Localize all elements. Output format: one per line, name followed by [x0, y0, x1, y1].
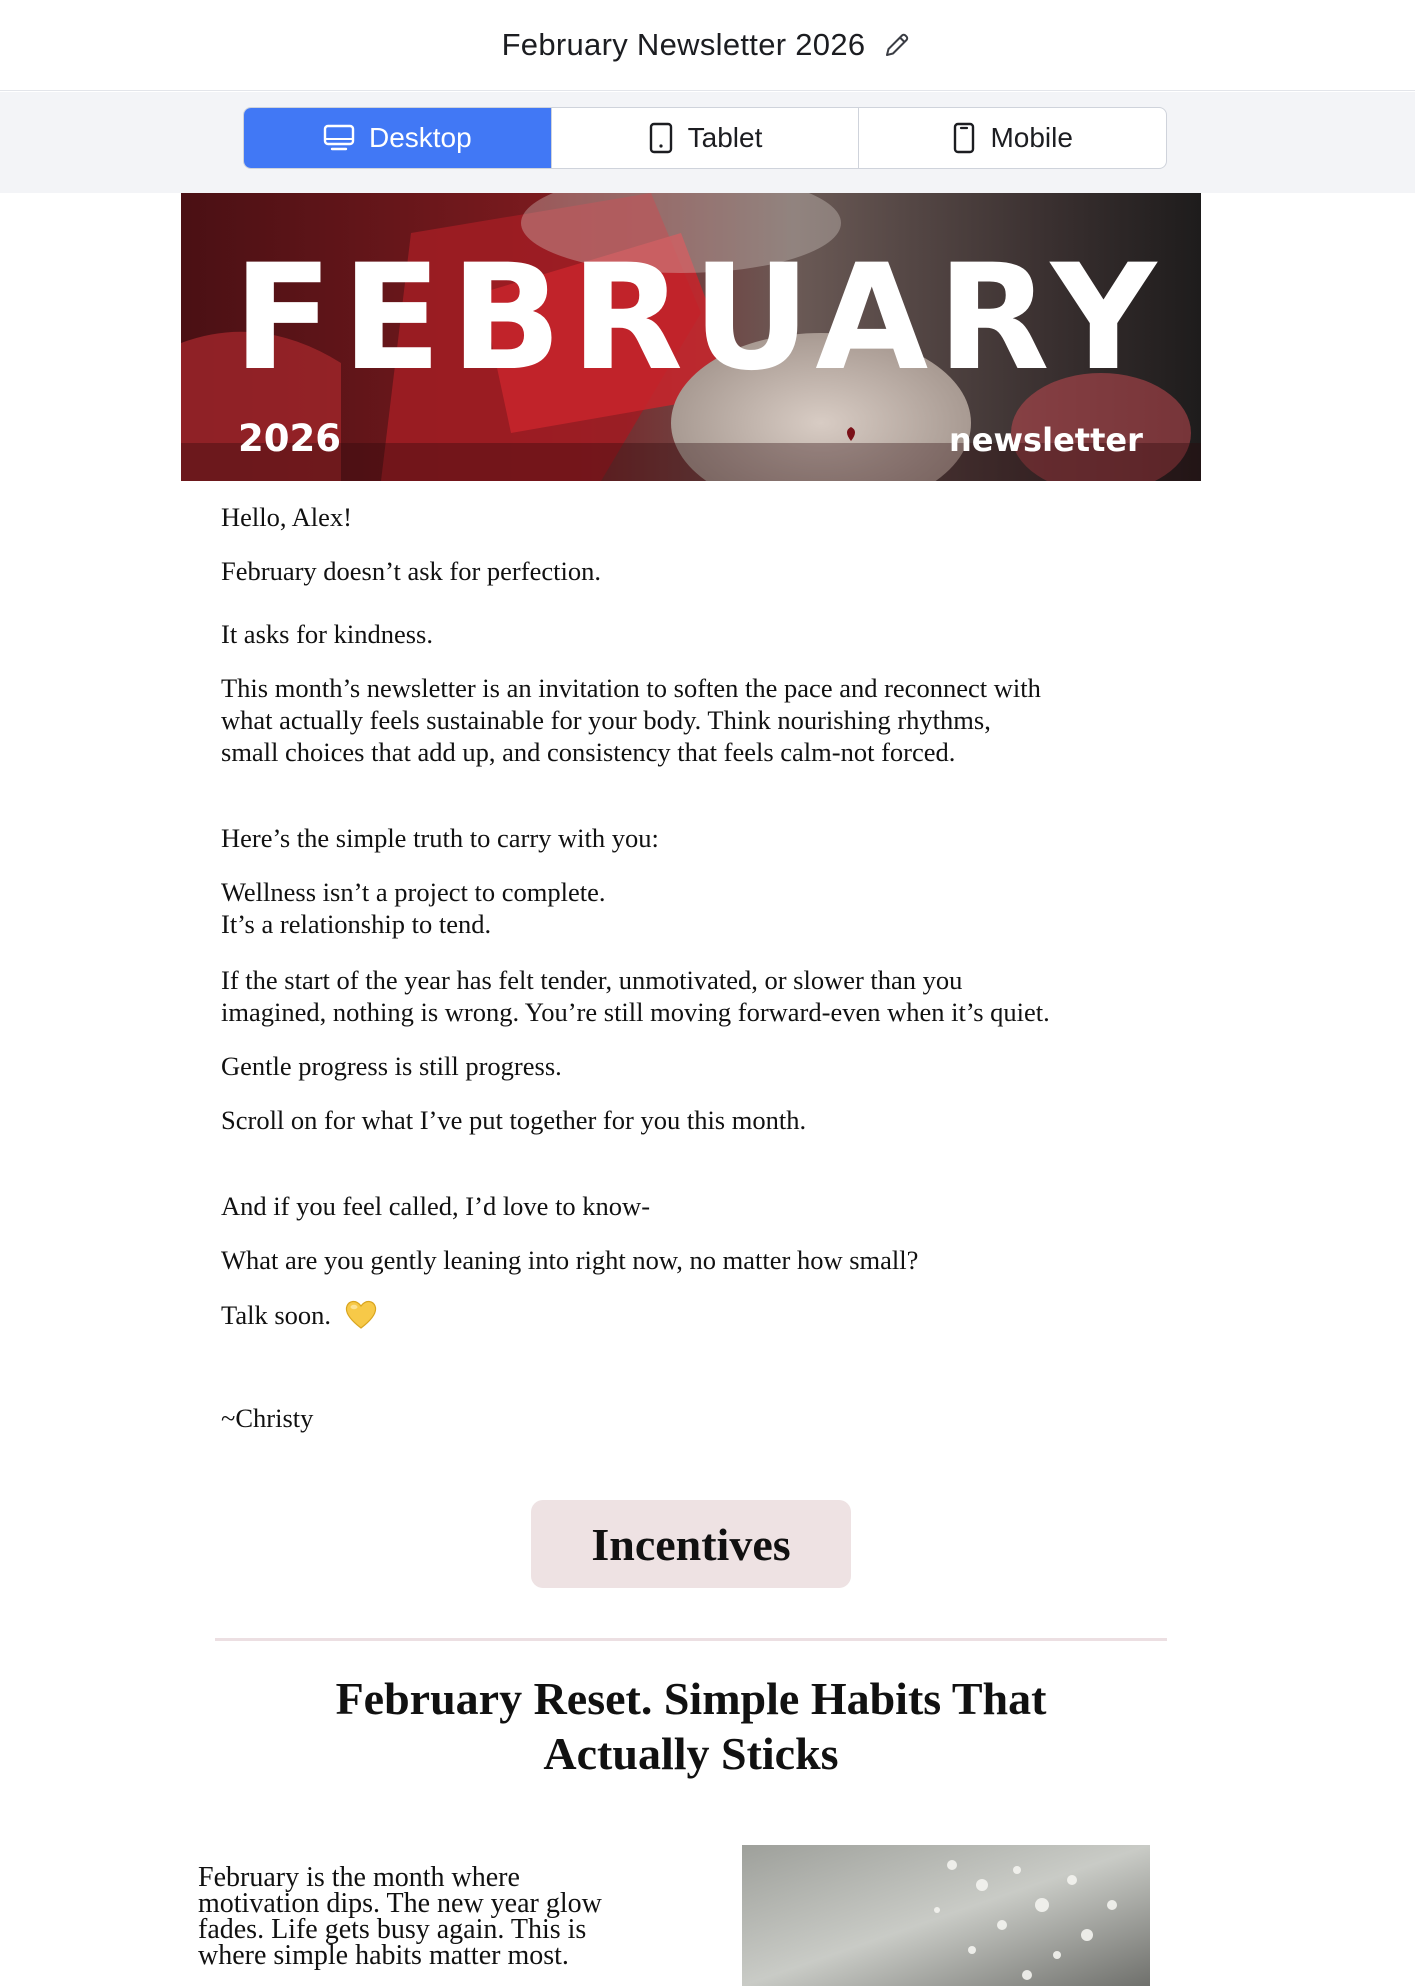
signature: ~Christy — [221, 1403, 314, 1433]
greeting: Hello, Alex! — [221, 502, 352, 532]
paragraph-8: Scroll on for what I’ve put together for you this month. — [221, 1105, 807, 1135]
closing-text: Talk soon. — [221, 1300, 332, 1330]
section-text-line: February is the month where — [198, 1862, 520, 1893]
tablet-label: Tablet — [687, 122, 763, 153]
section-title-line: Actually Sticks — [543, 1728, 839, 1779]
pencil-icon[interactable] — [881, 29, 913, 61]
mobile-icon — [952, 122, 976, 154]
monitor-icon — [323, 124, 355, 152]
paragraph-5 — [221, 876, 605, 940]
paragraph-7: Gentle progress is still progress. — [221, 1051, 562, 1081]
paragraph-3 — [221, 672, 1041, 768]
paragraph-6 — [221, 964, 1050, 1028]
yellow-heart-icon — [344, 1298, 378, 1330]
incentives-badge — [531, 1500, 851, 1588]
paragraph-1: February doesn’t ask for perfection. — [221, 556, 601, 586]
paragraph-5-line: Wellness isn’t a project to complete. — [221, 877, 606, 907]
mobile-label: Mobile — [990, 122, 1073, 153]
paragraph-3-line: what actually feels sustainable for your body. Think nourishing rhythms, — [221, 705, 991, 735]
flowers-photo — [742, 1845, 1150, 1986]
paragraph-11 — [221, 1298, 378, 1331]
incentives-label: Incentives — [591, 1518, 791, 1570]
section-title — [181, 1671, 1201, 1781]
section-text-line: fades. Life gets busy again. This is — [198, 1914, 587, 1945]
desktop-view-button[interactable] — [244, 108, 552, 168]
paragraph-5-line: It’s a relationship to tend. — [221, 909, 492, 939]
section-image — [742, 1845, 1150, 1986]
paragraph-3-line: small choices that add up, and consistency that feels calm-not forced. — [221, 737, 956, 767]
device-switcher-bar — [0, 92, 1415, 193]
tablet-view-button[interactable] — [552, 108, 860, 168]
banner-subtitle: newsletter — [949, 421, 1143, 459]
paragraph-9: And if you feel called, I’d love to know- — [221, 1191, 651, 1221]
section-intro-text — [198, 1862, 668, 1971]
section-text-line: motivation dips. The new year glow — [198, 1888, 602, 1919]
mobile-view-button[interactable] — [859, 108, 1166, 168]
paragraph-2: It asks for kindness. — [221, 619, 433, 649]
document-title: February Newsletter 2026 — [501, 27, 866, 62]
section-divider — [215, 1638, 1167, 1641]
section-text-line: where simple habits matter most. — [198, 1940, 569, 1971]
paragraph-10: What are you gently leaning into right now, no matter how small? — [221, 1245, 919, 1275]
device-switcher — [243, 107, 1167, 169]
paragraph-4: Here’s the simple truth to carry with you: — [221, 823, 659, 853]
header-banner — [181, 193, 1201, 481]
tablet-icon — [648, 122, 674, 154]
paragraph-3-line: This month’s newsletter is an invitation to soften the pace and reconnect with — [221, 673, 1041, 703]
top-bar — [0, 0, 1415, 91]
section-title-line: February Reset. Simple Habits That — [335, 1673, 1047, 1724]
banner-title: FEBRUARY — [233, 233, 1166, 403]
banner-year: 2026 — [238, 417, 341, 460]
paragraph-6-line: imagined, nothing is wrong. You’re still moving forward-even when it’s quiet. — [221, 997, 1050, 1027]
email-preview — [181, 193, 1201, 1986]
title-wrap — [502, 27, 914, 63]
paragraph-6-line: If the start of the year has felt tender, unmotivated, or slower than you — [221, 965, 963, 995]
desktop-label: Desktop — [368, 122, 472, 153]
